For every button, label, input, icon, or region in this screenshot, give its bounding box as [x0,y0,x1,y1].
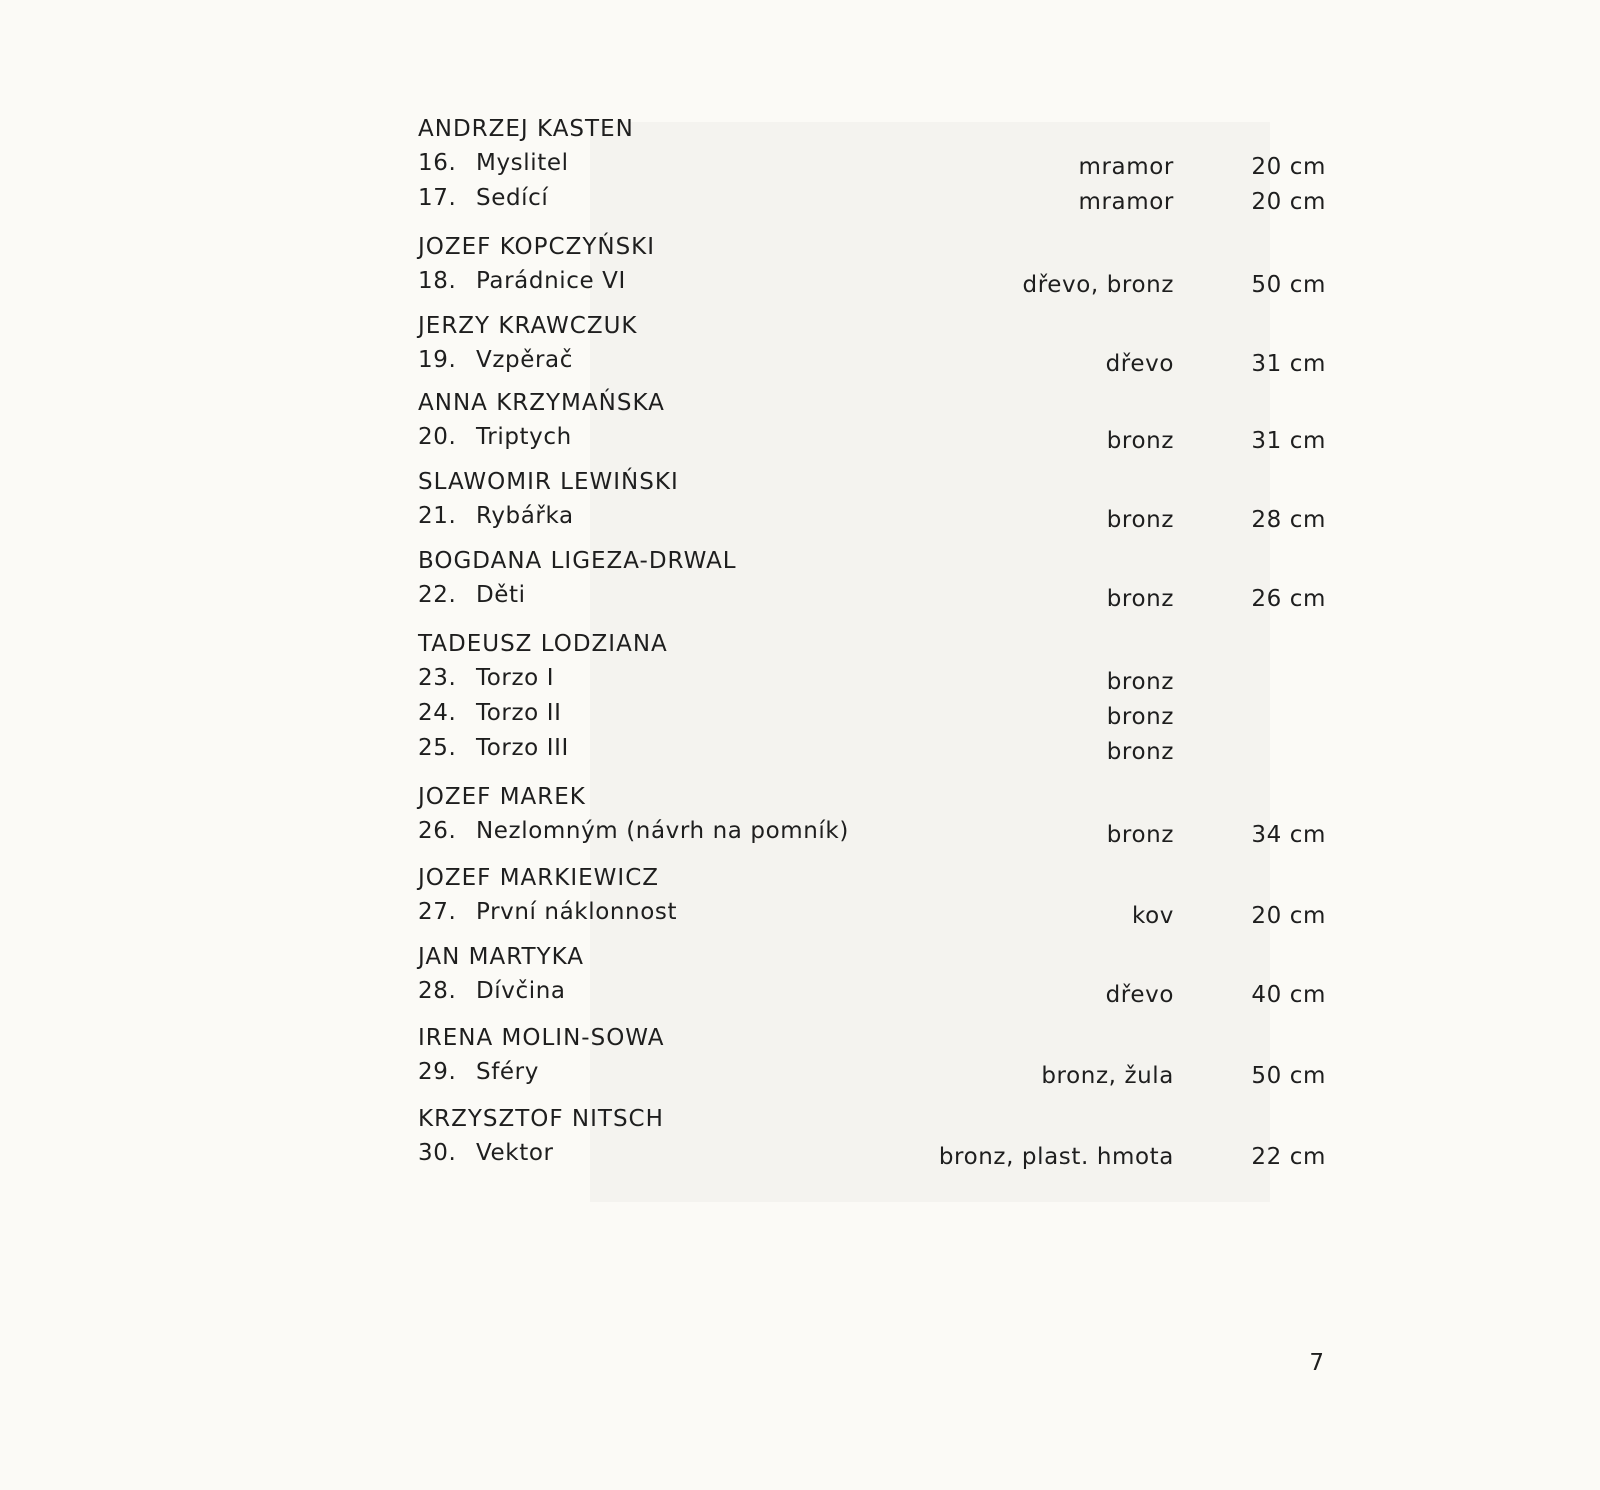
artwork-title: Sedící [476,185,549,211]
artwork-entry [418,661,1326,696]
artwork-entry [418,181,1326,216]
artwork-material: dřevo, bronz [1022,272,1174,298]
artist-block [418,309,1326,378]
artist-name: BOGDANA LIGEZA-DRWAL [418,548,737,574]
artwork-number: 21. [418,503,457,529]
artwork-size: 20 cm [1251,903,1326,929]
artwork-entry [418,696,1326,731]
artwork-entry [418,343,1326,378]
artwork-size: 31 cm [1251,351,1326,377]
artist-block [418,861,1326,930]
artwork-material: bronz [1106,739,1174,765]
artwork-number: 28. [418,978,457,1004]
artist-name: JOZEF KOPCZYŃSKI [418,234,656,260]
artwork-number: 26. [418,818,457,844]
artwork-catalog-list [418,112,1326,1171]
artwork-number: 22. [418,582,457,608]
artist-name: IRENA MOLIN-SOWA [418,1025,665,1051]
artwork-title: Rybářka [476,503,574,529]
artwork-size: 20 cm [1251,154,1326,180]
artwork-size: 40 cm [1251,982,1326,1008]
artwork-title: Torzo II [476,700,562,726]
artwork-title: Torzo III [476,735,569,761]
artwork-entry [418,974,1326,1009]
artwork-size: 20 cm [1251,189,1326,215]
artwork-number: 16. [418,150,457,176]
artist-name: JOZEF MAREK [418,784,586,810]
artwork-title: Sféry [476,1059,539,1085]
artwork-size: 50 cm [1251,272,1326,298]
artist-name: SLAWOMIR LEWIŃSKI [418,469,679,495]
artwork-title: Parádnice VI [476,268,626,294]
artwork-material: mramor [1078,154,1174,180]
artwork-size: 34 cm [1251,822,1326,848]
artist-block [418,940,1326,1009]
artwork-entry [418,499,1326,534]
artwork-number: 27. [418,899,457,925]
artwork-title: První náklonnost [476,899,678,925]
artwork-entry [418,814,1326,849]
artwork-entry [418,146,1326,181]
artwork-entry [418,1136,1326,1171]
artwork-title: Myslitel [476,150,569,176]
artwork-number: 19. [418,347,457,373]
artist-name: JAN MARTYKA [418,944,585,970]
artist-block [418,230,1326,299]
artwork-title: Torzo I [476,665,555,691]
artwork-entry [418,264,1326,299]
artwork-number: 23. [418,665,457,691]
artist-block [418,627,1326,766]
artwork-material: bronz [1106,669,1174,695]
artist-block [418,386,1326,455]
artwork-material: dřevo [1105,982,1174,1008]
artist-name: JERZY KRAWCZUK [418,313,638,339]
artwork-number: 17. [418,185,457,211]
artist-name: ANNA KRZYMAŃSKA [418,390,665,416]
artwork-material: bronz [1106,704,1174,730]
artwork-number: 18. [418,268,457,294]
page-number: 7 [1309,1350,1324,1376]
artwork-number: 20. [418,424,457,450]
artwork-title: Děti [476,582,526,608]
artwork-number: 24. [418,700,457,726]
artwork-material: bronz, žula [1041,1063,1174,1089]
artist-name: JOZEF MARKIEWICZ [418,865,660,891]
artwork-title: Vzpěrač [476,347,573,373]
artwork-material: mramor [1078,189,1174,215]
artist-block [418,112,1326,216]
artwork-number: 29. [418,1059,457,1085]
artwork-number: 25. [418,735,457,761]
artwork-entry [418,895,1326,930]
artist-name: TADEUSZ LODZIANA [418,631,668,657]
artwork-material: bronz [1106,822,1174,848]
artwork-entry [418,731,1326,766]
artwork-material: bronz [1106,586,1174,612]
artwork-title: Triptych [476,424,572,450]
artist-block [418,544,1326,613]
artwork-size: 28 cm [1251,507,1326,533]
artist-block [418,1021,1326,1090]
artwork-entry [418,1055,1326,1090]
artwork-entry [418,578,1326,613]
artwork-material: dřevo [1105,351,1174,377]
artwork-title: Nezlomným (návrh na pomník) [476,818,849,844]
artwork-size: 31 cm [1251,428,1326,454]
artwork-material: bronz [1106,507,1174,533]
artist-block [418,780,1326,849]
artist-block [418,1102,1326,1171]
artwork-material: bronz, plast. hmota [938,1144,1174,1170]
artwork-entry [418,420,1326,455]
artwork-size: 26 cm [1251,586,1326,612]
artwork-size: 22 cm [1251,1144,1326,1170]
artwork-number: 30. [418,1140,457,1166]
artist-name: KRZYSZTOF NITSCH [418,1106,664,1132]
artist-name: ANDRZEJ KASTEN [418,116,634,142]
artwork-title: Dívčina [476,978,566,1004]
artwork-material: bronz [1106,428,1174,454]
artwork-title: Vektor [476,1140,554,1166]
artwork-material: kov [1132,903,1174,929]
artist-block [418,465,1326,534]
artwork-size: 50 cm [1251,1063,1326,1089]
